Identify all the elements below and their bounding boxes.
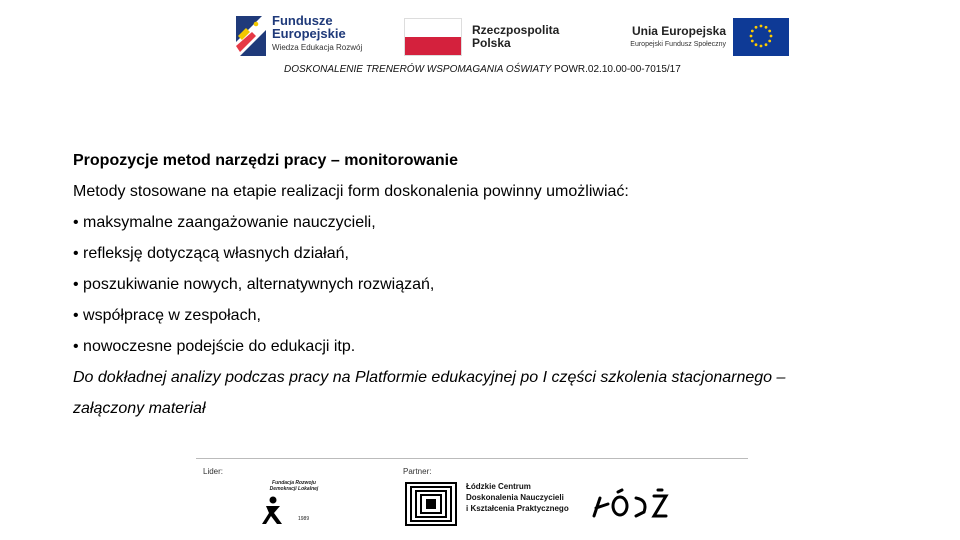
- slide-heading: Propozycje metod narzędzi pracy – monitorowanie: [73, 152, 458, 169]
- polish-flag-icon: [404, 18, 462, 56]
- main-content: [73, 145, 913, 424]
- intro-text: Metody stosowane na etapie realizacji form doskonalenia powinny umożliwiać:: [73, 183, 629, 200]
- bullet-item: • maksymalne zaangażowanie nauczycieli,: [73, 214, 376, 231]
- fundusze-europejskie-emblem-icon: [232, 12, 268, 58]
- ue-subtitle: Europejski Fundusz Społeczny: [630, 41, 726, 48]
- fe-logo-line2: Europejskie: [272, 26, 346, 41]
- lider-logo: [256, 478, 328, 528]
- lider-logo-year: 1989: [298, 516, 310, 522]
- rp-line1: Rzeczpospolita: [472, 23, 560, 37]
- lodz-city-logo-icon: [590, 486, 670, 520]
- walking-person-icon: [260, 496, 286, 526]
- lider-logo-text: Fundacja Rozwoju Demokracji Lokalnej: [269, 480, 319, 492]
- rp-line2: Polska: [472, 36, 511, 50]
- project-reference: [284, 64, 681, 75]
- ue-title: Unia Europejska: [631, 24, 726, 38]
- footer-divider: [196, 458, 748, 459]
- ldn-logo-text: [466, 481, 569, 514]
- project-code: POWR.02.10.00-00-7015/17: [551, 64, 681, 75]
- lider-label: Lider:: [203, 467, 224, 476]
- ldn-line1: Łódzkie Centrum: [466, 482, 531, 491]
- fe-logo-subtitle: Wiedza Edukacja Rozwój: [272, 43, 363, 52]
- bullet-item: • współpracę w zespołach,: [73, 307, 261, 324]
- partner-label: Partner:: [403, 467, 432, 476]
- rzeczpospolita-polska-logo: [404, 18, 574, 58]
- ldn-line3: i Kształcenia Praktycznego: [466, 504, 569, 513]
- note-line-2: załączony materiał: [73, 400, 206, 417]
- bullet-item: • nowoczesne podejście do edukacji itp.: [73, 338, 356, 355]
- ldn-logo-icon: [405, 482, 457, 526]
- bullet-item: • refleksję dotyczącą własnych działań,: [73, 245, 349, 262]
- project-name: DOSKONALENIE TRENERÓW WSPOMAGANIA OŚWIATY: [284, 64, 552, 75]
- unia-europejska-logo: [600, 18, 790, 58]
- eu-flag-icon: [733, 18, 789, 56]
- note-line-1: Do dokładnej analizy podczas pracy na Platformie edukacyjnej po I części szkolenia stacjonarnego –: [73, 369, 786, 386]
- bullet-item: • poszukiwanie nowych, alternatywnych rozwiązań,: [73, 276, 435, 293]
- ldn-line2: Doskonalenia Nauczycieli: [466, 493, 564, 502]
- fundusze-europejskie-logo: [232, 12, 372, 58]
- fe-logo-line1: Fundusze: [272, 13, 333, 28]
